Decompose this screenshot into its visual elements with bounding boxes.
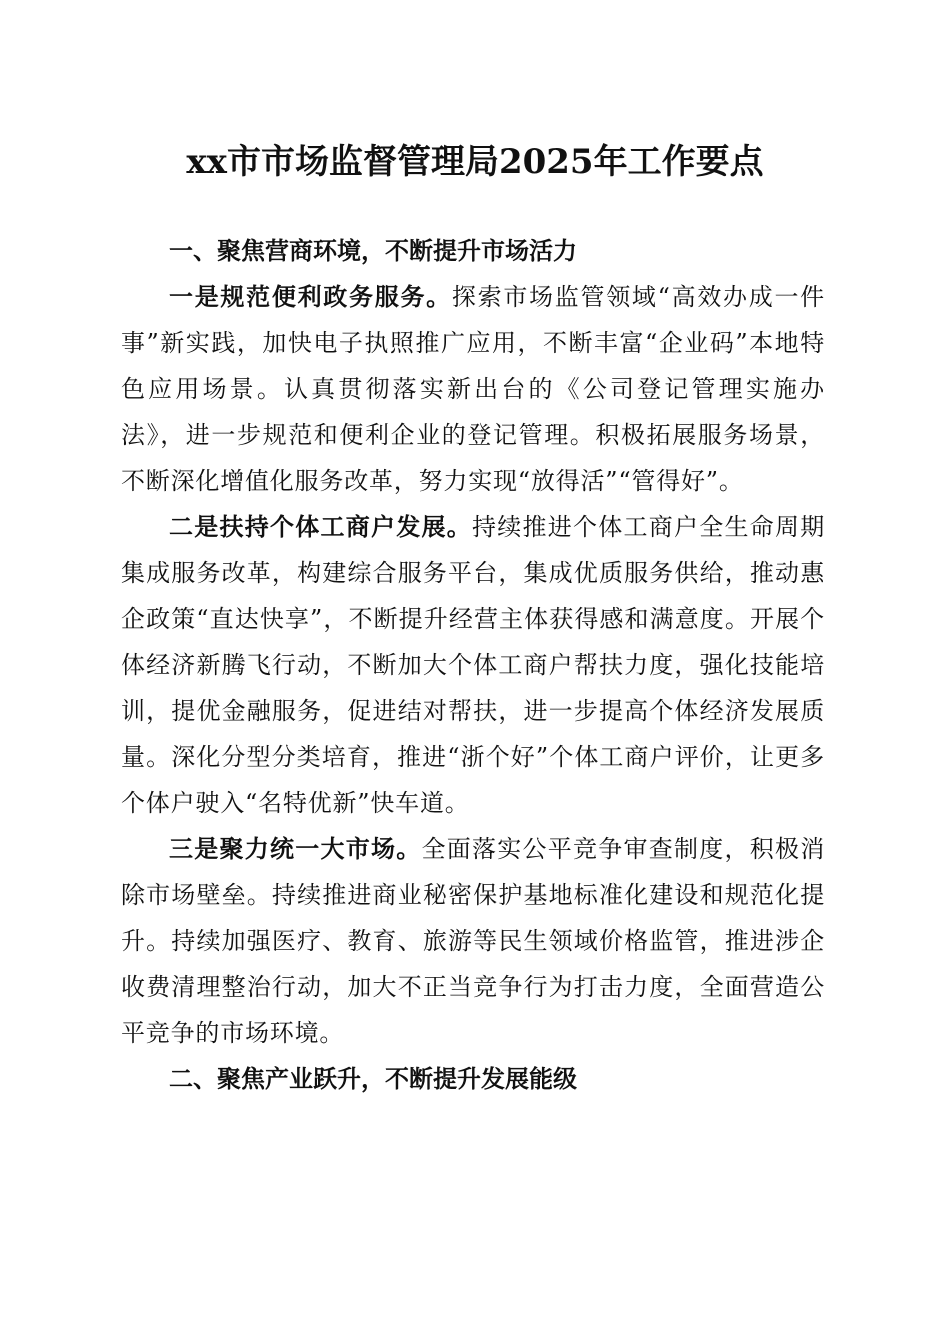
paragraph-2 — [121, 504, 825, 826]
paragraph-1 — [121, 274, 825, 504]
paragraph-text: 探索市场监管领域“高效办成一件事”新实践，加快电子执照推广应用，不断丰富“企业码”本地特色应用场景。认真贯彻落实新出台的《公司登记管理实施办法》，进一步规范和便利企业的登记管理。积极拓展服务场景，不断深化增值化服务改革，努力实现“放得活”“管得好”。 — [121, 283, 825, 495]
paragraph-text: 持续推进个体工商户全生命周期集成服务改革，构建综合服务平台，集成优质服务供给，推动惠企政策“直达快享”，不断提升经营主体获得感和满意度。开展个体经济新腾飞行动，不断加大个体工商户帮扶力度，强化技能培训，提优金融服务，促进结对帮扶，进一步提高个体经济发展质量。深化分型分类培育，推进“浙个好”个体工商户评价，让更多个体户驶入“名特优新”快车道。 — [121, 513, 826, 817]
paragraph-text: 全面落实公平竞争审查制度，积极消除市场壁垒。持续推进商业秘密保护基地标准化建设和规范化提升。持续加强医疗、教育、旅游等民生领域价格监管，推进涉企收费清理整治行动，加大不正当竞争行为打击力度，全面营造公平竞争的市场环境。 — [121, 835, 825, 1047]
paragraph-lead: 二是扶持个体工商户发展。 — [169, 513, 472, 541]
document-title: xx市市场监督管理局2025年工作要点 — [186, 142, 764, 182]
paragraph-lead: 三是聚力统一大市场。 — [169, 835, 422, 863]
section-heading-2: 二、聚焦产业跃升，不断提升发展能级 — [169, 1065, 577, 1093]
paragraph-lead: 一是规范便利政务服务。 — [169, 283, 452, 311]
section-heading-1: 一、聚焦营商环境，不断提升市场活力 — [169, 237, 577, 265]
document-body — [121, 228, 825, 1102]
paragraph-3 — [121, 826, 825, 1056]
